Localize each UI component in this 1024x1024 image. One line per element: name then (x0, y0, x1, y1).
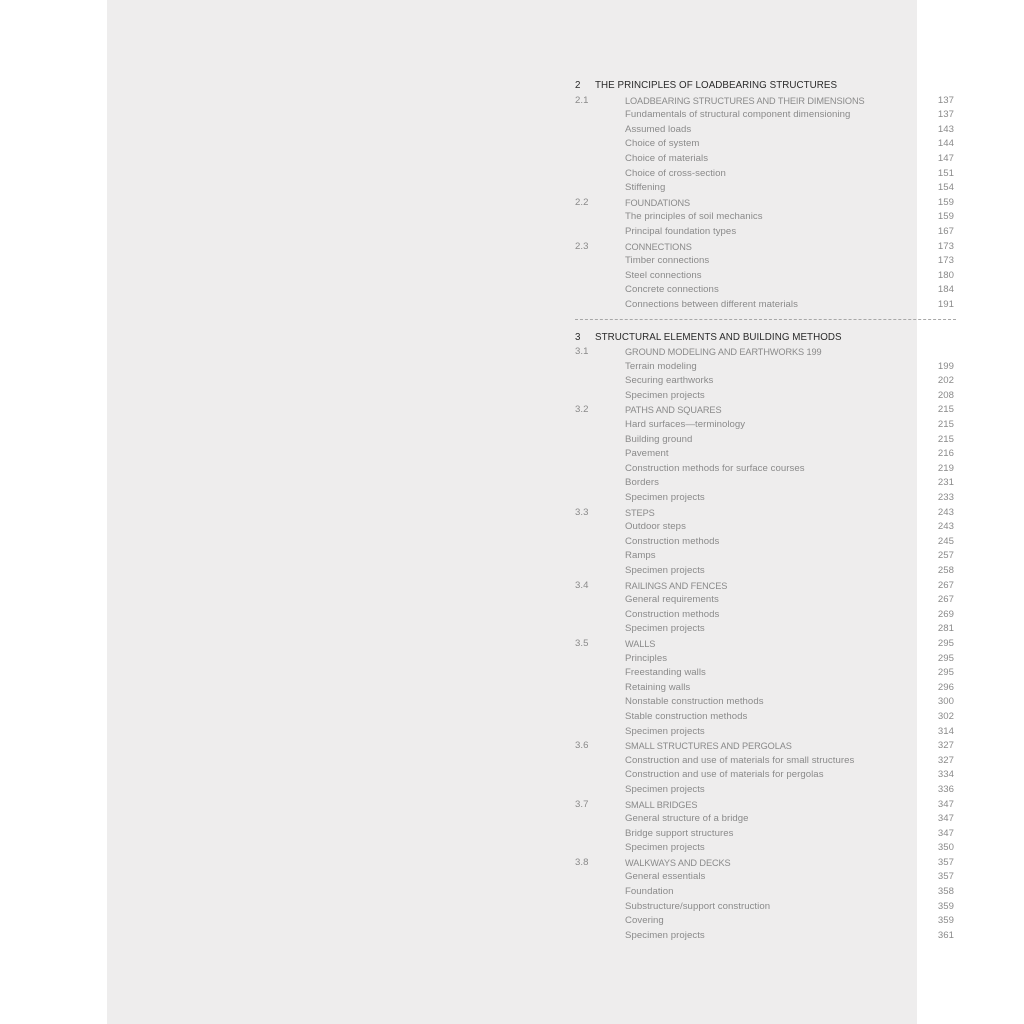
entry-title: GROUND MODELING AND EARTHWORKS 199 (625, 347, 822, 358)
entry-title: General essentials (625, 871, 706, 883)
page-number: 357 (937, 871, 954, 883)
section-number: 3.8 (575, 856, 589, 868)
section-number: 3.1 (575, 346, 589, 358)
toc-entry-row (575, 812, 956, 827)
toc-section-row (575, 506, 956, 521)
page-number: 173 (937, 240, 954, 252)
toc-entry-row (575, 695, 956, 710)
entry-title: STEPS (625, 507, 655, 518)
entry-title: Construction methods for surface courses (625, 462, 805, 474)
toc-entry-row (575, 535, 956, 550)
entry-title: Construction methods (625, 608, 720, 620)
entry-title: Freestanding walls (625, 667, 706, 679)
page-number: 208 (937, 389, 954, 401)
book-page (107, 0, 954, 1024)
toc-entry-row (575, 491, 956, 506)
page-number: 245 (937, 535, 954, 547)
entry-title: SMALL STRUCTURES AND PERGOLAS (625, 741, 792, 752)
page-number: 173 (937, 255, 954, 267)
toc-entry-row (575, 885, 956, 900)
page-number: 361 (937, 929, 954, 941)
page-number: 180 (937, 269, 954, 281)
entry-title: Construction and use of materials for small structures (625, 754, 855, 766)
entry-title: WALKWAYS AND DECKS (625, 857, 731, 868)
toc-entry-row (575, 652, 956, 667)
toc-entry-row (575, 768, 956, 783)
entry-title: The principles of soil mechanics (625, 211, 763, 223)
page-number: 336 (937, 783, 954, 795)
toc-entry-row (575, 841, 956, 856)
page-number: 147 (937, 152, 954, 164)
page-number: 191 (937, 298, 954, 310)
entry-title: CONNECTIONS (625, 241, 692, 252)
toc-entry-row (575, 433, 956, 448)
entry-title: Stiffening (625, 182, 666, 194)
page-number: 269 (937, 608, 954, 620)
entry-title: Choice of materials (625, 152, 709, 164)
section-number: 2.2 (575, 196, 589, 208)
entry-title: WALLS (625, 638, 656, 649)
page-number: 350 (937, 842, 954, 854)
part-heading (575, 79, 956, 94)
entry-title: General requirements (625, 594, 719, 606)
toc-entry-row (575, 914, 956, 929)
page-number: 137 (937, 109, 954, 121)
toc-section-row (575, 739, 956, 754)
entry-title: Borders (625, 477, 659, 489)
entry-title: Choice of system (625, 138, 700, 150)
toc-section-row (575, 798, 956, 813)
toc-entry-row (575, 725, 956, 740)
toc-entry-row (575, 269, 956, 284)
page-number: 184 (937, 284, 954, 296)
entry-title: Substructure/support construction (625, 900, 771, 912)
page-number: 216 (937, 448, 954, 460)
page-number: 215 (937, 419, 954, 431)
page-number: 295 (937, 652, 954, 664)
page-number: 295 (937, 667, 954, 679)
entry-title: Specimen projects (625, 389, 705, 401)
entry-title: Stable construction methods (625, 710, 748, 722)
entry-title: General structure of a bridge (625, 813, 749, 825)
entry-title: SMALL BRIDGES (625, 799, 698, 810)
toc-entry-row (575, 929, 956, 944)
page-number: 257 (937, 550, 954, 562)
toc-section-row (575, 403, 956, 418)
toc-entry-row (575, 123, 956, 138)
toc-entry-row (575, 374, 956, 389)
toc-entry-row (575, 666, 956, 681)
toc-entry-row (575, 298, 956, 313)
page-number: 144 (937, 138, 954, 150)
entry-title: Bridge support structures (625, 827, 734, 839)
part-heading (575, 331, 956, 346)
page-number: 167 (937, 225, 954, 237)
toc-entry-row (575, 447, 956, 462)
page-number: 357 (937, 856, 954, 868)
part-number: 3 (575, 331, 581, 343)
entry-title: Hard surfaces—terminology (625, 419, 746, 431)
toc-entry-row (575, 900, 956, 915)
toc-entry-row (575, 152, 956, 167)
page-number: 267 (937, 594, 954, 606)
toc-entry-row (575, 783, 956, 798)
toc-entry-row (575, 622, 956, 637)
page-number: 314 (937, 725, 954, 737)
page-number: 359 (937, 900, 954, 912)
entry-title: Foundation (625, 886, 674, 898)
toc-entry-row (575, 870, 956, 885)
part-title: STRUCTURAL ELEMENTS AND BUILDING METHODS (595, 331, 842, 343)
entry-title: Nonstable construction methods (625, 696, 764, 708)
entry-title: Securing earthworks (625, 375, 714, 387)
page-number: 302 (937, 710, 954, 722)
page-number: 327 (937, 754, 954, 766)
page-number: 267 (937, 579, 954, 591)
entry-title: FOUNDATIONS (625, 197, 691, 208)
toc-entry-row (575, 681, 956, 696)
toc-entry-row (575, 827, 956, 842)
section-number: 3.3 (575, 506, 589, 518)
entry-title: Terrain modeling (625, 360, 697, 372)
section-number: 3.4 (575, 579, 589, 591)
entry-title: PATHS AND SQUARES (625, 405, 722, 416)
toc-entry-row (575, 520, 956, 535)
entry-title: Specimen projects (625, 565, 705, 576)
toc-entry-row (575, 283, 956, 298)
entry-title: Steel connections (625, 269, 702, 281)
entry-title: Outdoor steps (625, 521, 686, 533)
toc-entry-row (575, 225, 956, 240)
toc-entry-row (575, 710, 956, 725)
page-number: 295 (937, 637, 954, 649)
toc-entry-row (575, 360, 956, 375)
entry-title: Assumed loads (625, 123, 692, 135)
section-number: 2.1 (575, 94, 589, 106)
section-number: 2.3 (575, 240, 589, 252)
page-number: 347 (937, 827, 954, 839)
entry-title: Principles (625, 652, 668, 664)
entry-title: Specimen projects (625, 623, 705, 635)
section-number: 3.5 (575, 637, 589, 649)
toc-entry-row (575, 181, 956, 196)
page-number: 215 (937, 433, 954, 445)
toc-entry-row (575, 389, 956, 404)
table-of-contents (575, 79, 956, 943)
page-number: 151 (937, 167, 954, 179)
toc-entry-row (575, 476, 956, 491)
page-number: 296 (937, 681, 954, 693)
toc-entry-row (575, 254, 956, 269)
page-number: 231 (937, 477, 954, 489)
page-number: 327 (937, 740, 954, 752)
section-number: 3.2 (575, 404, 589, 416)
section-divider (575, 319, 956, 320)
entry-title: Specimen projects (625, 492, 705, 504)
page-number: 243 (937, 506, 954, 518)
toc-section-row (575, 856, 956, 871)
entry-title: Building ground (625, 433, 693, 445)
entry-title: Specimen projects (625, 842, 705, 854)
entry-title: Construction and use of materials for pergolas (625, 769, 824, 781)
toc-entry-row (575, 462, 956, 477)
page-number: 219 (937, 462, 954, 474)
part-number: 2 (575, 80, 581, 91)
toc-entry-row (575, 210, 956, 225)
page-number: 359 (937, 915, 954, 927)
page-number: 159 (937, 196, 954, 208)
entry-title: LOADBEARING STRUCTURES AND THEIR DIMENSIONS (625, 95, 865, 106)
page-number: 300 (937, 696, 954, 708)
toc-entry-row (575, 754, 956, 769)
page-number: 215 (937, 404, 954, 416)
entry-title: Specimen projects (625, 783, 705, 795)
toc-entry-row (575, 593, 956, 608)
page-number: 233 (937, 492, 954, 504)
page-number: 199 (937, 360, 954, 372)
toc-entry-row (575, 108, 956, 123)
toc-entry-row (575, 418, 956, 433)
toc-section-row (575, 94, 956, 109)
toc-section-row (575, 579, 956, 594)
page-number: 202 (937, 375, 954, 387)
page-number: 281 (937, 623, 954, 635)
toc-entry-row (575, 167, 956, 182)
entry-title: Ramps (625, 550, 656, 562)
page-number: 137 (937, 94, 954, 106)
page-number: 358 (937, 886, 954, 898)
entry-title: Specimen projects (625, 725, 705, 737)
page-number: 159 (937, 211, 954, 223)
entry-title: Connections between different materials (625, 298, 798, 310)
page-number: 154 (937, 182, 954, 194)
page-number: 258 (937, 565, 954, 576)
toc-section-row (575, 196, 956, 211)
entry-title: Principal foundation types (625, 225, 737, 237)
page-number: 334 (937, 769, 954, 781)
entry-title: Construction methods (625, 535, 720, 547)
page-number: 347 (937, 813, 954, 825)
toc-entry-row (575, 608, 956, 623)
page-number: 243 (937, 521, 954, 533)
entry-title: Concrete connections (625, 284, 719, 296)
toc-entry-row (575, 137, 956, 152)
entry-title: Retaining walls (625, 681, 691, 693)
entry-title: RAILINGS AND FENCES (625, 580, 728, 591)
toc-section-row (575, 345, 956, 360)
toc-entry-row (575, 564, 956, 579)
entry-title: Covering (625, 915, 664, 927)
part-title: THE PRINCIPLES OF LOADBEARING STRUCTURES (595, 80, 838, 91)
entry-title: Timber connections (625, 255, 710, 267)
entry-title: Specimen projects (625, 929, 705, 941)
toc-entry-row (575, 549, 956, 564)
page-number: 347 (937, 798, 954, 810)
toc-section-row (575, 637, 956, 652)
entry-title: Choice of cross-section (625, 167, 726, 179)
page-number: 143 (937, 123, 954, 135)
section-number: 3.7 (575, 798, 589, 810)
section-number: 3.6 (575, 740, 589, 752)
entry-title: Fundamentals of structural component dimensioning (625, 109, 851, 121)
entry-title: Pavement (625, 448, 669, 460)
toc-section-row (575, 240, 956, 255)
